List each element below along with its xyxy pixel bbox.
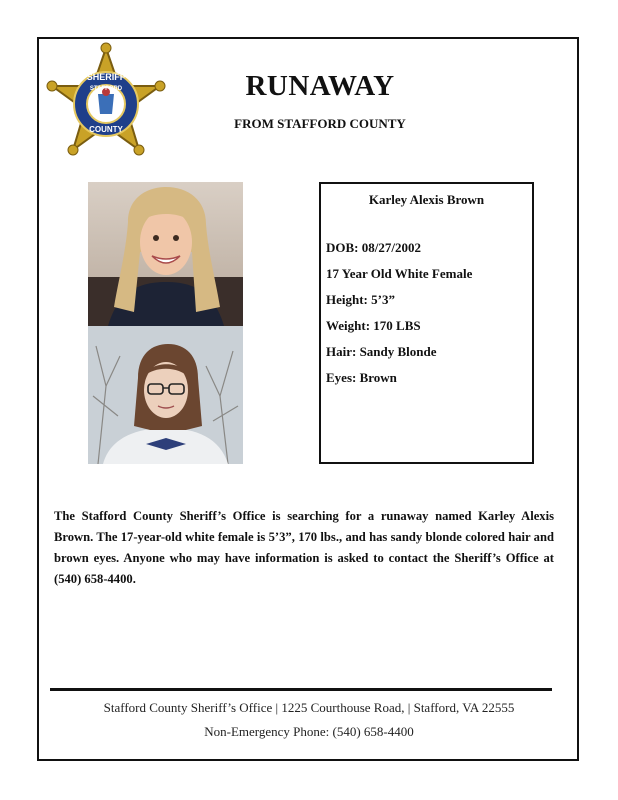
badge-middle-text: STAFFORD	[89, 86, 123, 92]
dob-text: DOB: 08/27/2002	[326, 240, 421, 255]
hair-text: Hair: Sandy Blonde	[326, 344, 437, 359]
description-paragraph: The Stafford County Sheriff’s Office is searching for a runaway named Karley Alexis Brown. The 17-year-old white female is 5’3”, 170 lbs., and has sandy blonde colored hair and brown eyes. Anyone who may have information is asked to contact the Sheriff’s Office at (540) 658-4400.	[54, 509, 554, 586]
portrait-photo-1	[88, 182, 243, 326]
height-text: Height: 5’3”	[326, 292, 395, 307]
badge-bottom-text: COUNTY	[89, 125, 123, 134]
portrait-photo-2	[88, 326, 243, 464]
footer-divider	[50, 688, 552, 691]
poster-title: RUNAWAY	[245, 70, 395, 102]
poster-subtitle: FROM STAFFORD COUNTY	[234, 116, 406, 131]
badge-top-text: SHERIFF	[86, 72, 126, 82]
age-text: 17 Year Old White Female	[326, 266, 473, 281]
weight-text: Weight: 170 LBS	[326, 318, 421, 333]
person-name: Karley Alexis Brown	[368, 192, 485, 207]
footer-address: Stafford County Sheriff’s Office | 1225 Courthouse Road, | Stafford, VA 22555	[103, 700, 515, 715]
info-box	[319, 182, 534, 464]
footer-phone: Non-Emergency Phone: (540) 658-4400	[204, 724, 414, 739]
eyes-text: Eyes: Brown	[326, 370, 397, 385]
sheriff-badge-icon	[40, 42, 172, 174]
